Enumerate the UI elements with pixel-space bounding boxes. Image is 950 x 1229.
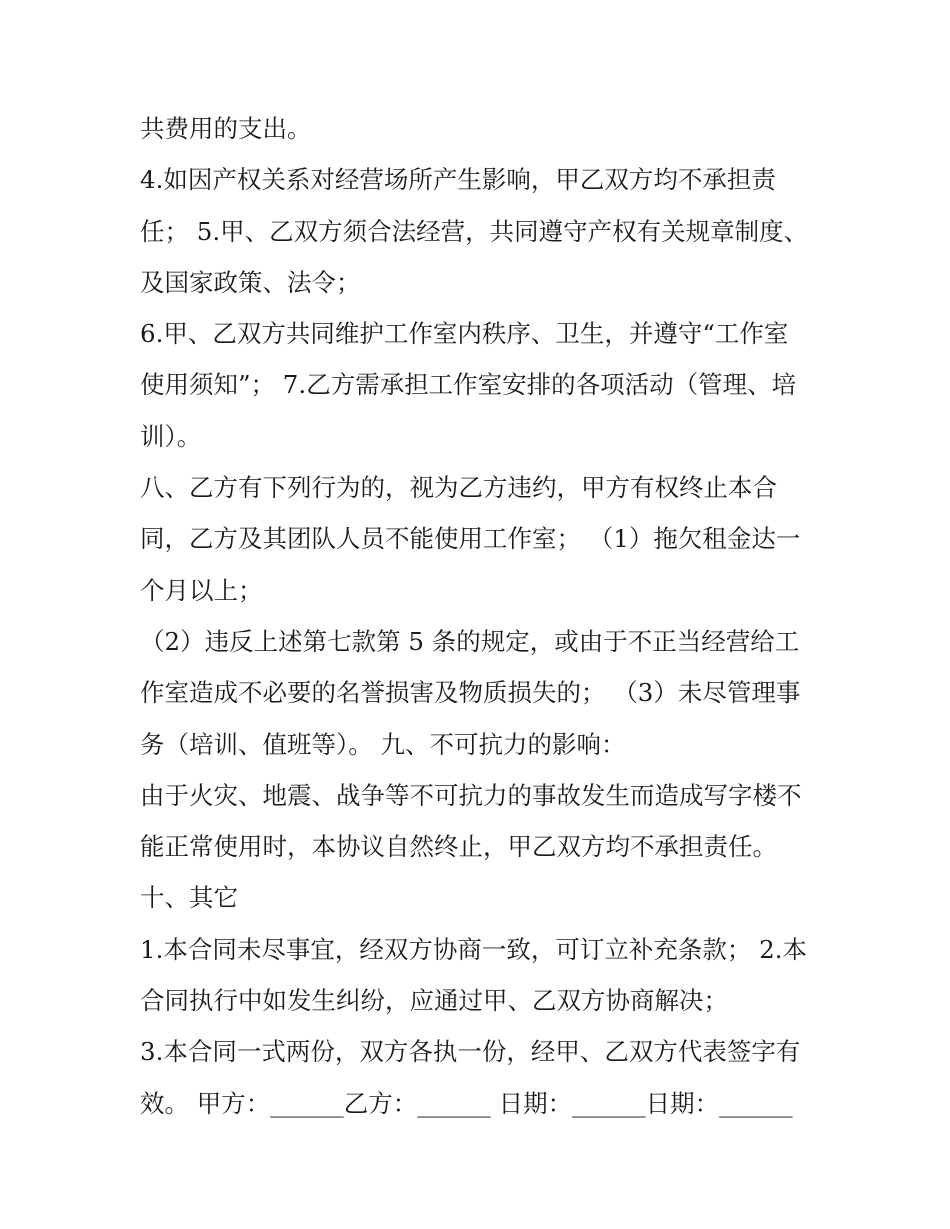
- text-line: 由于火灾、地震、战争等不可抗力的事故发生而造成写字楼不: [140, 780, 802, 810]
- text-line: 1.本合同未尽事宜，经双方协商一致，可订立补充条款； 2.本: [140, 934, 808, 964]
- text-line: 训）。: [140, 421, 202, 451]
- text-line: 及国家政策、法令；: [140, 267, 361, 297]
- text-line: 使用须知”； 7.乙方需承担工作室安排的各项活动（管理、培: [140, 370, 797, 400]
- text-line: 八、乙方有下列行为的，视为乙方违约，甲方有权终止本合: [140, 473, 777, 503]
- text-line: 个月以上；: [140, 575, 263, 605]
- text-line: 同，乙方及其团队人员不能使用工作室； （1）拖欠租金达一: [140, 524, 801, 554]
- text-line: （2）违反上述第七款第 5 条的规定，或由于不正当经营给工: [140, 626, 800, 656]
- text-line: 十、其它: [140, 883, 238, 913]
- text-line: 共费用的支出。: [140, 114, 312, 143]
- text-line: 合同执行中如发生纠纷，应通过甲、乙双方协商解决；: [140, 986, 728, 1016]
- text-line: 务（培训、值班等）。 九、不可抗力的影响：: [140, 729, 626, 759]
- text-line: 3.本合同一式两份，双方各执一份，经甲、乙双方代表签字有: [140, 1037, 801, 1067]
- text-line: 6.甲、乙双方共同维护工作室内秩序、卫生，并遵守“工作室: [140, 319, 789, 349]
- text-line: 能正常使用时，本协议自然终止，甲乙双方均不承担责任。: [140, 832, 777, 862]
- text-line: 作室造成不必要的名誉损害及物质损失的； （3）未尽管理事: [140, 678, 801, 708]
- text-line: 任； 5.甲、乙双方须合法经营，共同遵守产权有关规章制度、: [140, 216, 809, 246]
- text-line: 效。 甲方：______乙方：______ 日期：______日期：______: [140, 1088, 793, 1118]
- text-line: 4.如因产权关系对经营场所产生影响，甲乙双方均不承担责: [140, 165, 776, 195]
- document-body: [140, 103, 820, 1129]
